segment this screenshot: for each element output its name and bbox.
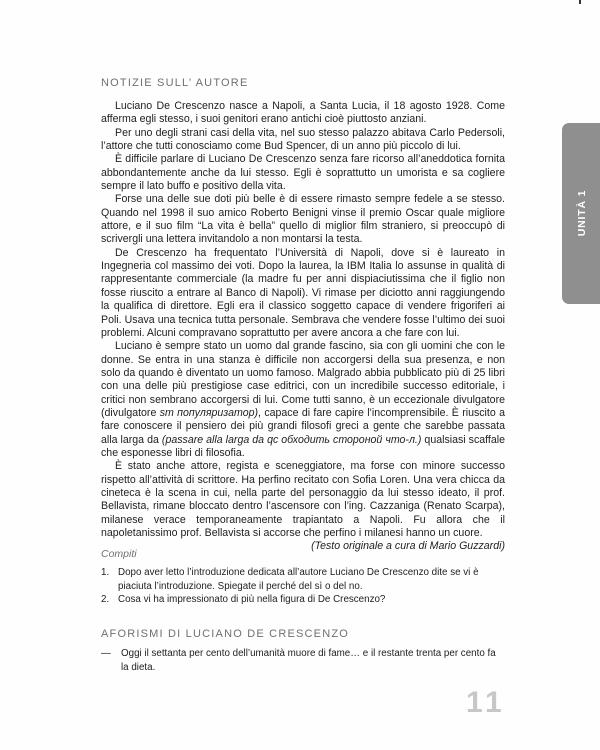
- bio-paragraph: Per uno degli strani casi della vita, nel suo stesso palazzo abitava Carlo Pedersoli, l’attore che tutti conosciamo come Bud Spencer, di un anno più piccolo di lui.: [101, 126, 505, 153]
- question-item: [101, 593, 505, 607]
- gloss-translation: sm популяризатор): [159, 406, 259, 419]
- bio-paragraph: È stato anche attore, regista e sceneggiatore, ma forse con minore successo rispetto all’attività di scrittore. Ha perfino recitato con Sofia Loren. Una vera chicca da cineteca è la scena in cui, nella parte del personaggio da lui stesso ideato, il prof. Bellavista, rimane bloccato dentro l’ascensore con l’ing. Cazzaniga (Renato Scarpa), milanese verace temporaneamente trapiantato a Napoli. Fu allora che il napoletanissimo prof. Bellavista si accorse che perfino i milanesi hanno un cuore.: [101, 460, 505, 539]
- page-corner-mark: [579, 0, 581, 4]
- question-number: 2.: [101, 594, 110, 605]
- question-number: 1.: [101, 567, 110, 578]
- question-text: Cosa vi ha impressionato di più nella figura di De Crescenzo?: [118, 594, 386, 605]
- aphorisms-title: AFORISMI DI LUCIANO DE CRESCENZO: [101, 628, 350, 640]
- aphorism: [101, 647, 505, 675]
- bio-paragraph: [101, 340, 505, 460]
- attribution: (Testo originale a cura di Mario Guzzardi): [311, 540, 505, 553]
- bio-paragraph: De Crescenzo ha frequentato l’Università di Napoli, dove si è laureato in Ingegneria col massimo dei voti. Dopo la laurea, la IBM Italia lo assunse in qualità di rappresentante commerciale (la madre fu per anni dispiaciutissima che il figlio non fosse riuscito a entrare al Banco di Napoli). Vi rimase per diciotto anni raggiungendo la qualifica di direttore. Egli era il classico soggetto capace di vendere frigoriferi ai Poli. Usava una tecnica tutta personale. Sembrava che vendere fosse l’ultimo dei suoi problemi. Alcuni compravano soprattutto per avere ancora a che fare con lui.: [101, 246, 505, 339]
- questions-label: Compiti: [101, 548, 137, 560]
- bio-paragraph: Luciano De Crescenzo nasce a Napoli, a Santa Lucia, il 18 agosto 1928. Come afferma egli stesso, i suoi genitori erano antichi cioè piuttosto anziani.: [101, 100, 505, 126]
- bio-paragraph-text: qualsiasi scaffale che esponesse libri di filosofia.: [101, 433, 505, 459]
- question-item: [101, 566, 505, 593]
- question-text: Dopo aver letto l’introduzione dedicata all’autore Luciano De Crescenzo dite se vi è piaciuta l’introduzione. Spiegate il perché del sì o del no.: [118, 567, 479, 592]
- bio-paragraph: Forse una delle sue doti più belle è di essere rimasto sempre fedele a se stesso. Quando nel 1998 il suo amico Roberto Benigni vinse il premio Oscar quale migliore attore, e il suo film “La vita è bella” quello di miglior film straniero, si preoccupò di scrivergli una lettera invitandolo a non montarsi la testa.: [101, 193, 505, 246]
- unit-tab: [562, 123, 600, 304]
- questions-list: [101, 566, 505, 607]
- gloss-translation: (passare alla larga da qc обходить стороной что-л.): [161, 433, 422, 446]
- section-title: NOTIZIE SULL’ AUTORE: [101, 77, 249, 89]
- aphorism-dash: —: [101, 648, 111, 659]
- bio-paragraph-text: Luciano è sempre stato un uomo dal grande fascino, sia con gli uomini che con le donne. Se entra in una stanza è difficile non accorgersi della sua presenza, e non solo da quando è diventato un uomo famoso. Malgrado abbia pubblicato più di 25 libri con una delle più prestigiose case editrici, con un incredibile successo editoriale, i critici non sembrano accorgersi di lui. Come tutti sanno, è un eccezionale divulgatore (divulgatore: [101, 340, 505, 419]
- aphorism-text: Oggi il settanta per cento dell’umanità muore di fame… e il restante trenta per cento fa la dieta.: [121, 648, 496, 673]
- bio-paragraph: È difficile parlare di Luciano De Crescenzo senza fare ricorso all’aneddotica fornita abbondantemente anche da lui stesso. Egli è soprattutto un umorista e sa cogliere sempre il lato buffo e positivo della vita.: [101, 153, 505, 193]
- bio-paragraph-text: , capace di fare capire l’incomprensibile. È riuscito a fare conoscere il pensiero dei più grandi filosofi greci a gente che sarebbe passata alla larga da: [101, 406, 505, 446]
- page-number: 11: [466, 686, 506, 719]
- unit-tab-label: UNITÀ 1: [576, 189, 588, 237]
- author-bio: [101, 100, 505, 554]
